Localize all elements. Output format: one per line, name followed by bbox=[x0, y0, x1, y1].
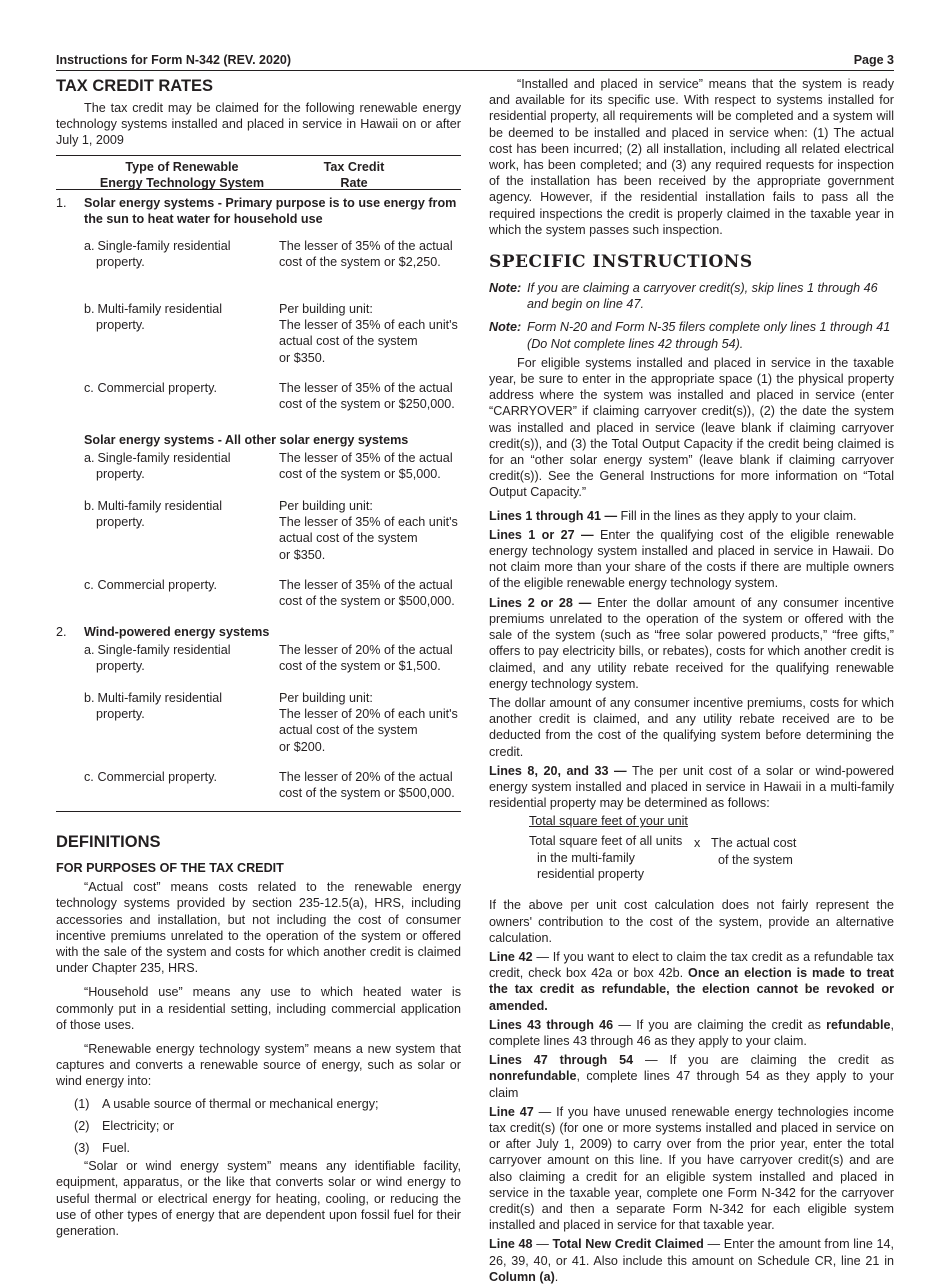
section-1-other bbox=[56, 432, 461, 450]
rate-row bbox=[56, 642, 461, 690]
def-renewable-system: “Renewable energy technology system” means a new system that captures and converts a renewable source of energy, such as solar or wind energy into: bbox=[56, 1042, 461, 1089]
col2-line1: Tax Credit bbox=[323, 159, 385, 174]
section-number: 1. bbox=[56, 195, 67, 210]
line-instruction bbox=[489, 1052, 894, 1101]
row-letter: a. bbox=[84, 643, 95, 658]
def-actual-cost: “Actual cost” means costs related to the renewable energy technology systems provided by section 235-12.5(a), HRS, including accessories and installation, but not including the cost of consumer incentive premiums unrelated to the operation of the system or offered with the sale of the system and costs for which another credit is claimed under Chapter 235, HRS. bbox=[56, 880, 461, 976]
alternative-calc: If the above per unit cost calculation does not fairly represent the owners' contribution to the cost of the system, provide an alternative calculation. bbox=[489, 898, 894, 945]
line-text: Fill in the lines as they apply to your claim. bbox=[617, 508, 857, 523]
row-type: Single-family residential bbox=[97, 451, 231, 466]
line-text: — If you are claiming the credit as bbox=[633, 1053, 894, 1068]
line-instruction bbox=[489, 1104, 894, 1234]
row-rate: The lesser of 35% of each unit's actual cost of the system bbox=[279, 318, 458, 349]
form-title: Instructions for Form N-342 (REV. 2020) bbox=[56, 53, 292, 67]
line-ref: Lines 1 or 27 — bbox=[489, 527, 594, 542]
line-emphasis: Column (a) bbox=[489, 1269, 555, 1284]
row-rate: The lesser of 20% of the actual cost of the system or $500,000. bbox=[279, 770, 455, 801]
note-label: Note: bbox=[489, 320, 522, 335]
list-number: (3) bbox=[74, 1141, 90, 1156]
line-ref: Lines 1 through 41 — bbox=[489, 508, 618, 523]
row-letter: a. bbox=[84, 451, 95, 466]
row-rate: The lesser of 35% of the actual cost of the system or $250,000. bbox=[279, 381, 455, 412]
row-type-2: property. bbox=[96, 515, 145, 530]
rate-row bbox=[56, 769, 461, 801]
rate-row bbox=[56, 498, 461, 577]
col2-line2: Rate bbox=[340, 175, 368, 190]
row-rate: or $350. bbox=[279, 547, 326, 562]
row-rate: The lesser of 35% of the actual cost of the system or $5,000. bbox=[279, 451, 453, 482]
left-column bbox=[56, 76, 461, 1239]
formula-denominator bbox=[529, 833, 682, 882]
row-letter: c. bbox=[84, 381, 94, 396]
line-text: , complete lines 47 through 54 as they apply to your claim bbox=[489, 1069, 894, 1100]
definitions-heading: DEFINITIONS bbox=[56, 833, 161, 852]
rate-row bbox=[56, 690, 461, 769]
row-rate: The lesser of 20% of the actual cost of the system or $1,500. bbox=[279, 643, 453, 674]
def-list bbox=[74, 1096, 461, 1157]
line-text: , complete lines 43 through 46 as they apply to your claim. bbox=[489, 1017, 894, 1048]
row-letter: b. bbox=[84, 691, 95, 706]
col1-line1: Type of Renewable bbox=[125, 159, 239, 174]
line-ref: Lines 47 through 54 bbox=[489, 1053, 634, 1068]
rates-intro: The tax credit may be claimed for the following renewable energy technology systems installed and placed in service in Hawaii on or after July 1, 2009 bbox=[56, 101, 461, 148]
row-type: Single-family residential bbox=[97, 239, 231, 254]
row-rate: The lesser of 20% of each unit's actual cost of the system bbox=[279, 707, 458, 738]
row-rate: Per building unit: bbox=[279, 691, 373, 706]
row-rate: Per building unit: bbox=[279, 302, 373, 317]
row-rate: or $350. bbox=[279, 350, 326, 365]
line-instruction bbox=[489, 595, 894, 692]
row-letter: c. bbox=[84, 578, 94, 593]
section-2 bbox=[56, 624, 461, 642]
line-text: — If you have unused renewable energy technologies income tax credit(s) (for one or more systems installed and placed in service on or after July 1, 2009) to carry over from the prior year, enter the total carryover amount on this line. If you have carryover credit(s) and are also claiming a credit for an eligible system installed and placed in service in the taxable year, complete one Form N-342 for the carryover credit(s) and then a separate Form N-342 for each eligible system installed and placed in service for that taxable year. bbox=[489, 1104, 894, 1233]
per-unit-formula bbox=[529, 813, 894, 889]
def-installed: “Installed and placed in service” means that the system is ready and available for its specific use. With respect to systems installed for residential property, all requirements will be completed and a system will be deemed to be installed and placed in service when: (1) The actual cost has been incurred; (2) all installation, including all related electrical work, has been completed; and (3) any required requests for inspection of the installation has been received by the appropriate government agency. However, if the residential installation fails to pass all the required inspections the credit is properly claimed in the taxable year in which the system passes such inspection. bbox=[489, 77, 894, 237]
line-text: The per unit cost of a solar or wind-powered energy system installed and placed in service in Hawaii in a multi-family residential property may be determined as follows: bbox=[489, 763, 894, 811]
line-ref: Lines 2 or 28 — bbox=[489, 595, 592, 610]
formula-numerator: Total square feet of your unit bbox=[529, 814, 688, 829]
line-ref: Line 48 bbox=[489, 1237, 533, 1252]
note bbox=[489, 280, 894, 312]
line-ref: Lines 8, 20, and 33 — bbox=[489, 763, 627, 778]
list-number: (1) bbox=[74, 1096, 90, 1111]
line-emphasis: nonrefundable bbox=[489, 1069, 577, 1084]
rates-table-header bbox=[56, 155, 461, 190]
line-ref: Line 42 bbox=[489, 949, 533, 964]
rate-row bbox=[56, 301, 461, 380]
row-type-2: property. bbox=[96, 255, 145, 270]
row-type: Commercial property. bbox=[97, 578, 217, 593]
note bbox=[489, 319, 894, 351]
section-title: Wind-powered energy systems bbox=[84, 625, 270, 640]
row-letter: a. bbox=[84, 239, 95, 254]
row-letter: b. bbox=[84, 302, 95, 317]
line-emphasis: refundable bbox=[826, 1017, 891, 1032]
row-type-2: property. bbox=[96, 467, 145, 482]
specific-intro: For eligible systems installed and placed in service in the taxable year, be sure to enter in the appropriate space (1) the physical property address where the system was installed and placed in service (enter “CARRYOVER” if claiming carryover credit(s)), (2) the date the system was installed and placed in service (leave blank if claiming carryover credit(s)), and (3) the Total Output Capacity if the credit being claimed is for an “other solar energy system” (leave blank if claiming carryover credit(s)). See the General Instructions for more information on “Total Output Capacity.” bbox=[489, 355, 894, 500]
list-text: Fuel. bbox=[102, 1141, 130, 1156]
row-type-2: property. bbox=[96, 318, 145, 333]
list-number: (2) bbox=[74, 1118, 90, 1133]
row-type-2: property. bbox=[96, 707, 145, 722]
denominator-line: residential property bbox=[537, 866, 645, 881]
line-instruction bbox=[489, 508, 894, 524]
deduction-note: The dollar amount of any consumer incentive premiums, costs for which another credit is claimed, and any utility rebate received are to be deducted from the cost of the qualifying system before determining the credit. bbox=[489, 695, 894, 759]
formula-multiplier bbox=[711, 835, 796, 867]
section-1 bbox=[56, 195, 461, 227]
rate-row bbox=[56, 238, 461, 301]
line-instruction bbox=[489, 1236, 894, 1285]
page-number: Page 3 bbox=[853, 53, 894, 67]
denominator-line: Total square feet of all units bbox=[529, 834, 683, 849]
note-text: If you are claiming a carryover credit(s), skip lines 1 through 46 and begin on line 47. bbox=[527, 281, 878, 312]
rate-row bbox=[56, 450, 461, 498]
line-emphasis: Total New Credit Claimed bbox=[552, 1237, 704, 1252]
line-emphasis: Once an election is made to treat the tax credit as refundable, the election cannot be revoked or amended. bbox=[489, 966, 894, 1013]
line-text: Enter the dollar amount of any consumer incentive premiums unrelated to the operation of the system or offered with the sale of the system (such as “free solar powered products,” “free gifts,” offers to pay electricity bills, or rebates), costs for which another credit is claimed, and any utility rebate received for the qualifying renewable energy technology system. bbox=[489, 595, 895, 691]
line-text: — bbox=[532, 1237, 553, 1252]
row-rate: or $200. bbox=[279, 739, 326, 754]
line-instruction bbox=[489, 527, 894, 592]
line-text: . bbox=[554, 1269, 559, 1284]
line-instruction bbox=[489, 763, 894, 812]
list-text: Electricity; or bbox=[102, 1118, 175, 1133]
line-text: Enter the qualifying cost of the eligible renewable energy technology system installed and placed in service in Hawaii. Do not claim more than your share of the costs if there are multiple owners of the eligible renewable energy technology system. bbox=[489, 527, 894, 591]
page-header bbox=[56, 53, 894, 71]
line-text: — If you want to elect to claim the tax credit as a refundable tax credit, check box 42a or box 42b. bbox=[489, 949, 894, 981]
row-rate: The lesser of 35% of each unit's actual cost of the system bbox=[279, 515, 458, 546]
row-type-2: property. bbox=[96, 659, 145, 674]
line-instruction bbox=[489, 1017, 894, 1049]
row-type: Single-family residential bbox=[97, 643, 231, 658]
col1-line2: Energy Technology System bbox=[99, 175, 265, 190]
line-text: — Enter the amount from line 14, 26, 39, 40, or 41. Also include this amount on Schedule CR, line 21 in bbox=[489, 1237, 895, 1268]
row-letter: c. bbox=[84, 770, 94, 785]
line-instruction bbox=[489, 949, 894, 1014]
line-text: — If you are claiming the credit as bbox=[613, 1017, 827, 1032]
row-type: Commercial property. bbox=[97, 381, 217, 396]
line-ref: Lines 43 through 46 bbox=[489, 1017, 614, 1032]
row-rate: Per building unit: bbox=[279, 499, 373, 514]
def-solar-wind-system: “Solar or wind energy system” means any identifiable facility, equipment, apparatus, or the like that converts solar or wind energy to useful thermal or electrical energy for heating, cooling, or reducing the use of other types of energy that are dependent upon fossil fuel for their generation. bbox=[56, 1159, 461, 1239]
list-text: A usable source of thermal or mechanical energy; bbox=[102, 1096, 379, 1111]
def-household-use: “Household use” means any use to which heated water is commonly put in a residential setting, including commercial application of those uses. bbox=[56, 985, 461, 1032]
note-label: Note: bbox=[489, 281, 522, 296]
specific-instructions-heading: SPECIFIC INSTRUCTIONS bbox=[489, 252, 753, 273]
rate-row bbox=[56, 380, 461, 432]
row-type: Multi-family residential bbox=[97, 691, 223, 706]
section-number: 2. bbox=[56, 625, 67, 640]
rate-row bbox=[56, 577, 461, 624]
row-rate: The lesser of 35% of the actual cost of the system or $500,000. bbox=[279, 578, 455, 609]
row-letter: b. bbox=[84, 499, 95, 514]
denominator-line: in the multi-family bbox=[537, 850, 635, 865]
list-item bbox=[74, 1140, 461, 1156]
row-type: Multi-family residential bbox=[97, 499, 223, 514]
note-text: Form N-20 and Form N-35 filers complete only lines 1 through 41 (Do Not complete lines 42 through 54). bbox=[527, 320, 891, 351]
definitions-subheading: FOR PURPOSES OF THE TAX CREDIT bbox=[56, 861, 284, 876]
tax-credit-rates-heading: TAX CREDIT RATES bbox=[56, 77, 214, 95]
list-item bbox=[74, 1096, 461, 1112]
table-bottom-rule bbox=[56, 811, 461, 812]
section-title: Solar energy systems - Primary purpose is to use energy from the sun to heat water for household use bbox=[84, 195, 457, 226]
list-item bbox=[74, 1118, 461, 1134]
multiplier-line: The actual cost bbox=[711, 836, 797, 851]
row-rate: The lesser of 35% of the actual cost of the system or $2,250. bbox=[279, 239, 453, 270]
row-type: Commercial property. bbox=[97, 770, 217, 785]
row-type: Multi-family residential bbox=[97, 302, 223, 317]
multiplier-line: of the system bbox=[718, 852, 793, 867]
section-title: Solar energy systems - All other solar energy systems bbox=[84, 433, 409, 448]
multiply-sign: x bbox=[694, 836, 701, 851]
right-column bbox=[489, 76, 894, 1285]
line-ref: Line 47 bbox=[489, 1104, 534, 1119]
